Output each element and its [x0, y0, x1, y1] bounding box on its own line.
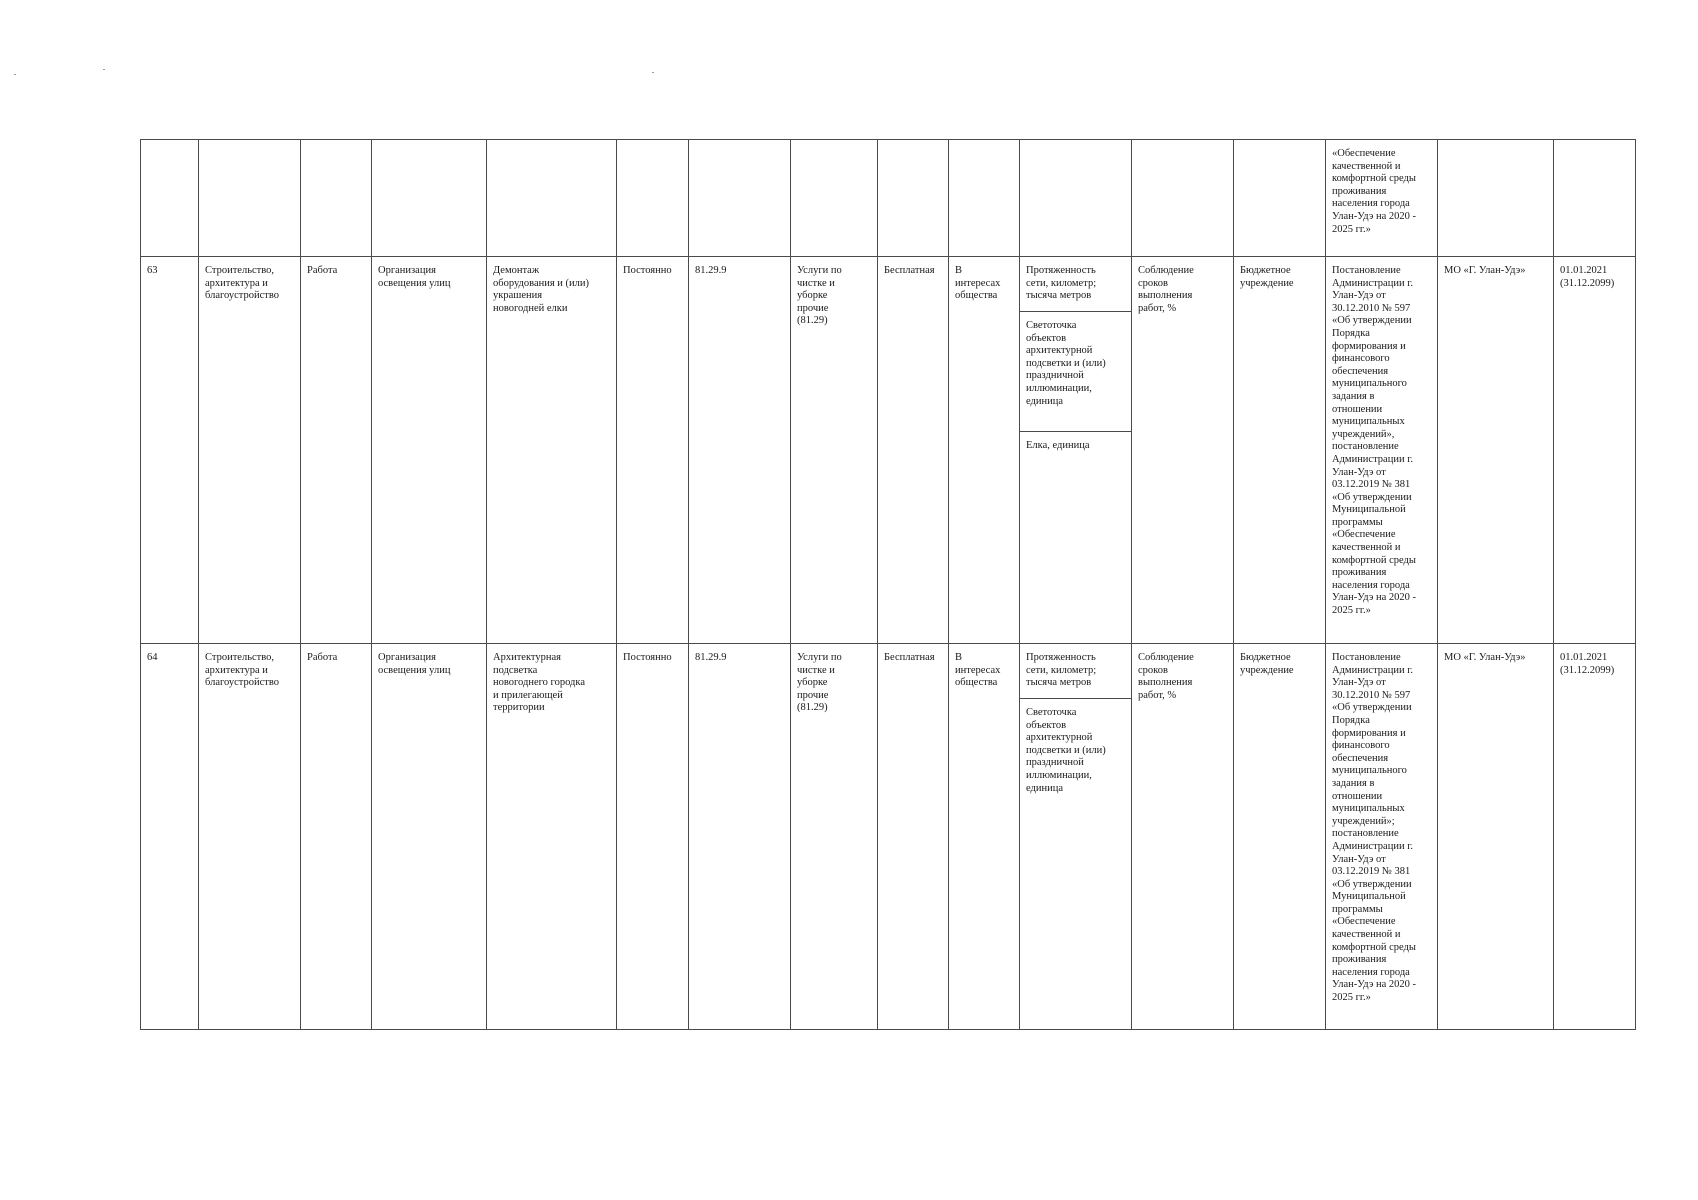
volume-indicator: Протяженность сети, километр; тысяча метров: [1020, 644, 1131, 699]
cell-content: [487, 140, 617, 257]
cell-num: [141, 140, 199, 257]
cell-name: [372, 140, 487, 257]
cell-name: Организация освещения улиц: [372, 644, 487, 1030]
cell-founder: МО «Г. Улан-Удэ»: [1438, 257, 1554, 644]
cell-volume-indicators: [1020, 644, 1132, 1030]
cell-quality-indicator: [1132, 140, 1234, 257]
cell-institution-type: Бюджетное учреждение: [1234, 644, 1326, 1030]
cell-type: Работа: [301, 644, 372, 1030]
scan-speck: [652, 72, 654, 73]
cell-dates: [1554, 140, 1636, 257]
cell-okved: 81.29.9: [689, 644, 791, 1030]
table-row-continuation: [141, 140, 1636, 257]
cell-quality-indicator: Соблюдение сроков выполнения работ, %: [1132, 257, 1234, 644]
cell-legal-basis: [1326, 140, 1438, 257]
cell-num: 63: [141, 257, 199, 644]
cell-institution-type: Бюджетное учреждение: [1234, 257, 1326, 644]
cell-sphere: Строительство, архитектура и благоустройство: [199, 257, 301, 644]
cell-consumers: В интересах общества: [949, 257, 1020, 644]
cell-type: Работа: [301, 257, 372, 644]
cell-condition: Постоянно: [617, 257, 689, 644]
services-register-table: [140, 139, 1636, 1030]
cell-okved: 81.29.9: [689, 257, 791, 644]
cell-founder: МО «Г. Улан-Удэ»: [1438, 644, 1554, 1030]
cell-legal-basis: Постановление Администрации г. Улан-Удэ от 30.12.2010 № 597 «Об утверждении Порядка формирования и финансового обеспечения муниципального задания в отношении муниципальных учреждений»; постановление Администрации г. Улан-Удэ от 03.12.2019 № 381 «Об утверждении Муниципальной программы «Обеспечение качественной и комфортной среды проживания населения города Улан-Удэ на 2020 - 2025 гг.»: [1326, 644, 1438, 1030]
cell-payment: [878, 140, 949, 257]
cell-type: [301, 140, 372, 257]
cell-condition: Постоянно: [617, 644, 689, 1030]
cell-founder: [1438, 140, 1554, 257]
cell-consumers: [949, 140, 1020, 257]
cell-dates: 01.01.2021 (31.12.2099): [1554, 257, 1636, 644]
scan-speck: [103, 69, 105, 70]
cell-legal-basis: Постановление Администрации г. Улан-Удэ от 30.12.2010 № 597 «Об утверждении Порядка формирования и финансового обеспечения муниципального задания в отношении муниципальных учреждений», постановление Администрации г. Улан-Удэ от 03.12.2019 № 381 «Об утверждении Муниципальной программы «Обеспечение качественной и комфортной среды проживания населения города Улан-Удэ на 2020 - 2025 гг.»: [1326, 257, 1438, 644]
volume-indicator: Светоточка объектов архитектурной подсветки и (или) праздничной иллюминации, единица: [1020, 312, 1131, 432]
cell-okved-name: Услуги по чистке и уборке прочие (81.29): [791, 257, 878, 644]
volume-indicator: Протяженность сети, километр; тысяча метров: [1020, 257, 1131, 312]
volume-indicator: Елка, единица: [1026, 440, 1090, 451]
cell-content: Архитектурная подсветка новогоднего городка и прилегающей территории: [487, 644, 617, 1030]
cell-name: Организация освещения улиц: [372, 257, 487, 644]
table-row: [141, 644, 1636, 1030]
cell-dates: 01.01.2021 (31.12.2099): [1554, 644, 1636, 1030]
legal-basis-text: «Обеспечение качественной и комфортной среды проживания населения города Улан-Удэ на 2020 - 2025 гг.»: [1332, 148, 1416, 235]
cell-consumers: В интересах общества: [949, 644, 1020, 1030]
cell-okved: [689, 140, 791, 257]
cell-num: 64: [141, 644, 199, 1030]
cell-condition: [617, 140, 689, 257]
volume-indicator: Светоточка объектов архитектурной подсветки и (или) праздничной иллюминации, единица: [1026, 707, 1106, 794]
cell-sphere: [199, 140, 301, 257]
cell-okved-name: [791, 140, 878, 257]
cell-content: Демонтаж оборудования и (или) украшения новогодней елки: [487, 257, 617, 644]
cell-quality-indicator: Соблюдение сроков выполнения работ, %: [1132, 644, 1234, 1030]
cell-volume-indicators: [1020, 140, 1132, 257]
cell-sphere: Строительство, архитектура и благоустройство: [199, 644, 301, 1030]
cell-okved-name: Услуги по чистке и уборке прочие (81.29): [791, 644, 878, 1030]
cell-payment: Бесплатная: [878, 257, 949, 644]
cell-volume-indicators: [1020, 257, 1132, 644]
cell-institution-type: [1234, 140, 1326, 257]
scan-speck: [14, 74, 16, 75]
table-row: [141, 257, 1636, 644]
cell-payment: Бесплатная: [878, 644, 949, 1030]
